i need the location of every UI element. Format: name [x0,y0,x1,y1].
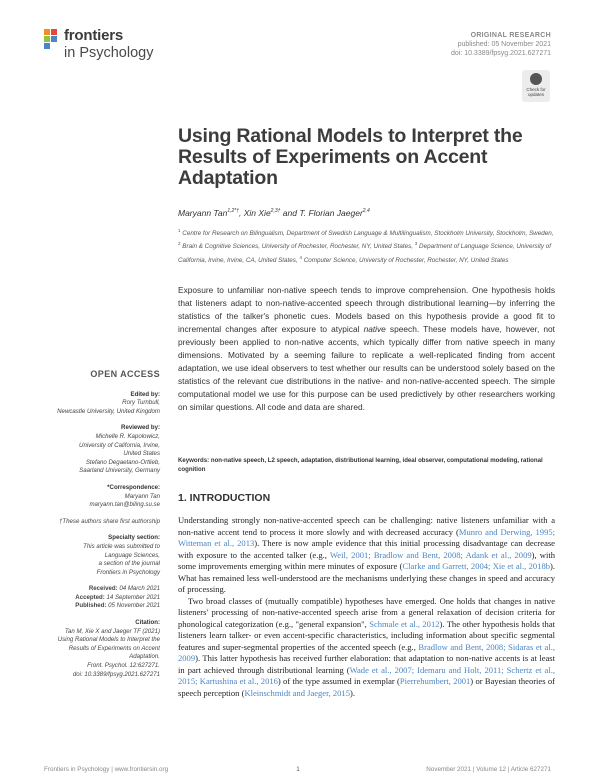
abstract [178,284,555,414]
author-sup: 2,4 [362,208,370,215]
footer-journal[interactable]: Frontiers in Psychology | www.frontiersin.org [44,766,169,773]
body-text-segment: ). What has remained less well-understood are the mechanisms underlying these changes in speed and accuracy of processing. [178,561,555,594]
body-text-segment: ), with some improvements emerging within mere minutes of exposure ( [178,549,555,571]
reviewer-line: Saarland University, Germany [79,467,160,475]
date-value: 14 September 2021 [106,593,160,601]
author-name[interactable]: Xin Xie [243,208,271,218]
specialty-line: This article was submitted to [83,542,160,550]
section-body [178,515,555,699]
keywords-label: Keywords: [178,457,210,464]
citation [44,619,160,679]
article-dates [44,585,160,611]
keywords [178,456,555,474]
article-meta [451,31,551,58]
date-value: 04 March 2021 [119,585,160,593]
author-sup: 1,2*† [227,208,239,215]
date-label: Published: [75,602,107,610]
citation-link[interactable]: Bradlow and Bent, 2008; Sidaras et al., 2009 [178,641,555,663]
page-number: 1 [296,766,300,773]
body-text-segment: ) or Bayesian theories of speech perception ( [178,676,555,698]
author-separator: and [280,208,300,218]
editor-line[interactable]: Rory Turnbull, [122,399,160,407]
affiliation: Centre for Research on Bilingualism, Department of Swedish Language & Multilingualism, Stockholm University, Stockholm, Sweden, [182,230,554,238]
reviewer-line[interactable]: Stefano Degaetano-Ortlieb, [85,458,160,466]
body-text-segment: ). [349,687,355,698]
author-name[interactable]: T. Florian Jaeger [299,208,363,218]
citation-link[interactable]: Kleinschmidt and Jaeger, 2015 [244,687,350,698]
logo-journal-name: in Psychology [64,45,154,61]
frontiers-logo-icon [44,29,62,49]
specialty-line: Language Sciences, [104,551,160,559]
article-type: ORIGINAL RESEARCH [470,32,551,39]
reviewer-line: University of California, Irvine, [79,441,160,449]
date-value: 05 November 2021 [108,602,160,610]
citation-doi[interactable]: doi: 10.3389/fpsyg.2021.627271 [72,670,160,678]
date-label: Received: [88,585,118,593]
affiliation: Department of Language Science, University of California, Irvine, Irvine, CA, United States, [178,243,552,264]
citation-line: Results of Experiments on Accent [68,644,160,652]
paragraph [178,515,555,596]
body-text-segment: ) of the type assumed in exemplar ( [277,676,400,686]
open-access-label: OPEN ACCESS [90,369,160,379]
body-text-segment: ). There is now ample evidence that this initial processing disadvantage can decrease with exposure to the accented talker (e.g., [178,538,555,560]
reviewer-line: United States [123,450,160,458]
affil-sup: 4 [299,254,302,260]
affil-sup: 2 [178,241,181,247]
affiliations [178,226,555,266]
specialty-line: Frontiers in Psychology [96,568,160,576]
citation-link[interactable]: Clarke and Garrett, 2004; Xie et al., 2018b [402,561,551,571]
abstract-text: Exposure to unfamiliar non-native speech tends to improve comprehension. One hypothesis holds that listeners adapt to non-native-accented speech through distributional learning—by inferring the statistics of the talker's phonetic cues. Models based on this hypothesis provide a good fit to incremental changes after exposure to atypical [178,285,555,334]
received-date [44,585,160,594]
correspondent-name: Maryann Tan [124,492,160,500]
section-heading: 1. INTRODUCTION [178,492,271,504]
author-list [178,208,370,218]
affiliation: Brain & Cognitive Sciences, University of Rochester, Rochester, NY, United States, [182,243,414,251]
published-date-sidebar [44,602,160,611]
specialty-line: a section of the journal [98,560,160,568]
specialty-section [44,534,160,577]
published-date: published: 05 November 2021 [457,41,551,48]
citation-link[interactable]: Schmale et al., 2012 [369,618,440,629]
crossmark-icon [530,73,542,85]
sidebar-heading: *Correspondence: [107,483,160,491]
citation-link[interactable]: Wade et al., 2007; Idemaru and Holt, 2011; Schertz et al., 2015; Kartushina et al., 2016 [178,664,555,686]
body-text-segment: Two broad classes of (mutually compatible) hypotheses have emerged. One holds that changes in native listeners' processing of non-native-accented speech arise from a general relaxation of decision criteria for phonological categorization (e.g., "general expansion", [178,595,555,629]
edited-by [44,391,160,417]
editor-line: Newcastle University, United Kingdom [57,407,160,415]
citation-line: Tan M, Xie X and Jaeger TF (2021) [64,627,160,635]
correspondence [44,484,160,510]
article-sidebar [44,370,160,687]
affiliation: Computer Science, University of Rochester, Rochester, NY, United States [303,256,509,264]
sidebar-heading: Citation: [135,619,160,627]
reviewer-line[interactable]: Michelle R. Kapolowicz, [95,432,160,440]
accepted-date [44,594,160,603]
citation-link[interactable]: Munro and Derwing, 1995; Witteman et al., 2013 [178,526,556,548]
abstract-italic: native [363,324,386,334]
doi[interactable]: doi: 10.3389/fpsyg.2021.627271 [450,50,551,57]
keywords-text: non-native speech, L2 speech, adaptation, distributional learning, ideal observer, computational modeling, rational cognition [178,457,543,473]
journal-logo[interactable] [44,27,174,67]
author-name[interactable]: Maryann Tan [178,208,228,218]
paragraph [178,596,555,700]
correspondent-email[interactable]: maryann.tan@biling.su.se [89,501,160,509]
abstract-text: speech. These models have, however, not previously been applied to non-native accents, which typically differ from native speech in many dimensions. Motivated by a seeming failure to replicate a well-replicated finding from accent adaptation, we use ideal observers to test whether our results can be understood solely based on the statistics of the relevant cue distributions in the native- and non-native-accented speech. The simple computational model we use for this purpose can be used predictively by other researchers working on similar questions. All code and data are shared. [178,324,555,412]
equal-contribution-note: †These authors share first authorship [59,517,160,525]
body-text-segment: ). The other hypothesis holds that listeners learn talker- or even accent-specific characteristics, including information about specific segmental features and super-segmental properties of the accented speech (e.g., [178,618,555,652]
body-text-segment: Understanding strongly non-native-accented speech can be challenging: native listeners unfamiliar with a non-native accent tend to process it more slowly and with decreased accuracy ( [178,515,555,537]
date-label: Accepted: [75,593,105,601]
crossmark-button[interactable] [522,70,550,102]
author-sup: 2,3† [270,208,281,215]
citation-line: Adaptation. [129,653,160,661]
logo-wordmark: frontiers [64,27,124,44]
body-text-segment: ). This latter hypothesis has received further elaboration: that adaptation to non-native accents is at least in part achieved through distributional learning ( [178,653,555,675]
citation-line: Front. Psychol. 12:627271. [87,662,160,670]
citation-line: Using Rational Models to Interpret the [57,636,160,644]
reviewed-by [44,424,160,476]
affil-sup: 3 [414,241,418,247]
sidebar-heading: Specialty section: [108,534,160,542]
footer-issue: November 2021 | Volume 12 | Article 627271 [426,766,551,773]
article-title: Using Rational Models to Interpret the Results of Experiments on Accent Adaptation [178,125,523,189]
citation-link[interactable]: Weil, 2001; Bradlow and Bent, 2008; Adank et al., 2009 [329,549,532,560]
citation-link[interactable]: Pierrehumbert, 2001 [399,676,471,686]
author-separator: , [239,208,244,218]
sidebar-heading: Edited by: [130,390,160,398]
sidebar-heading: Reviewed by: [121,424,160,432]
crossmark-label: Check for updates [526,87,546,97]
affil-sup: 1 [178,228,181,233]
